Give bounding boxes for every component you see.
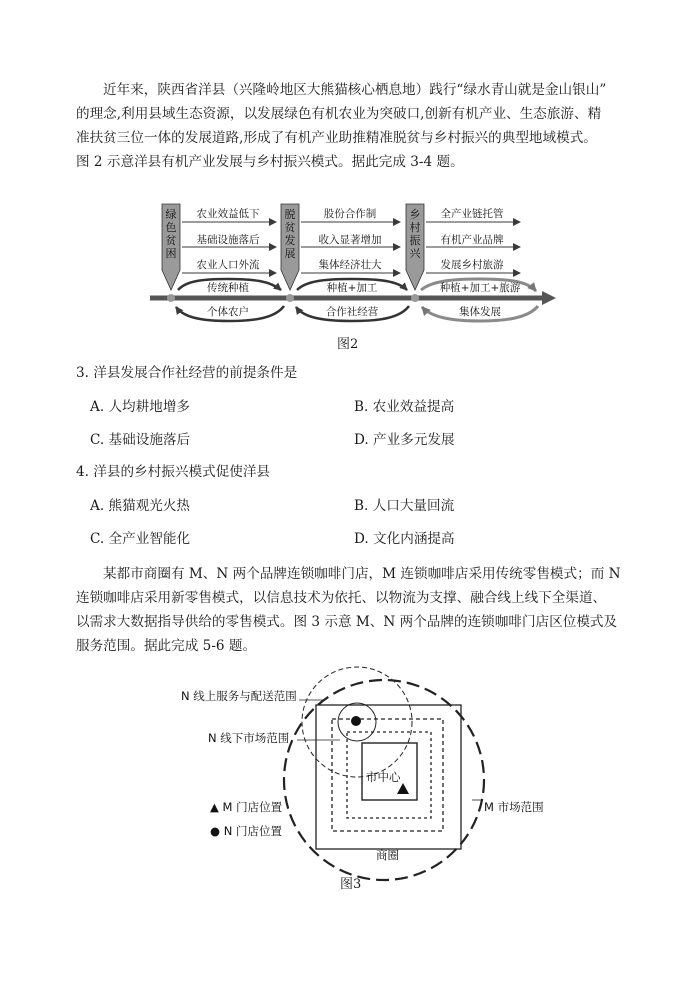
legend-n-store: ● N 门店位置 <box>210 824 282 838</box>
stage-label-2: 脱贫发展 <box>284 208 296 260</box>
question-4-option-d[interactable]: D. 文化内涵提高 <box>354 531 455 547</box>
stage-3-item-1: 全产业链托管 <box>440 208 504 220</box>
upper-loop-label-1: 传统种植 <box>207 282 249 294</box>
label-city-center: 市中心 <box>366 770 401 784</box>
passage-1-line-3: 准扶贫三位一体的发展道路,形成了有机产业助推精准脱贫与乡村振兴的典型地域模式。 <box>76 130 597 146</box>
stage-2-item-2: 收入显著增加 <box>318 234 382 246</box>
stage-3-item-2: 有机产业品牌 <box>440 234 504 246</box>
question-3-option-d[interactable]: D. 产业多元发展 <box>354 432 455 448</box>
passage-2-line-2: 连锁咖啡店采用新零售模式，以信息技术为依托、以物流为支撑、融合线上线下全渠道、 <box>76 590 607 606</box>
question-3-stem: 3. 洋县发展合作社经营的前提条件是 <box>76 365 298 381</box>
passage-2-line-4: 服务范围。据此完成 5-6 题。 <box>76 638 257 654</box>
question-4-stem: 4. 洋县的乡村振兴模式促使洋县 <box>76 464 271 480</box>
passage-1-line-4: 图 2 示意洋县有机产业发展与乡村振兴模式。据此完成 3-4 题。 <box>76 154 464 170</box>
passage-1-line-2: 的理念,利用县域生态资源，以发展绿色有机农业为突破口,创新有机产业、生态旅游、精 <box>76 106 602 122</box>
passage-2-line-3: 以需求大数据指导供给的零售模式。图 3 示意 M、N 两个品牌的连锁咖啡门店区位模式及 <box>76 614 618 630</box>
question-4-option-c[interactable]: C. 全产业智能化 <box>90 531 191 547</box>
figure-2-caption: 图2 <box>337 337 359 352</box>
label-m-market-range: M 市场范围 <box>484 800 544 814</box>
lower-loop-label-1: 个体农户 <box>207 306 249 318</box>
stage-1-item-1: 农业效益低下 <box>196 208 260 220</box>
stage-3-item-3: 发展乡村旅游 <box>440 259 504 271</box>
label-shopping-district: 商圈 <box>376 848 399 862</box>
stage-2-item-1: 股份合作制 <box>323 208 377 220</box>
stage-1-item-3: 农业人口外流 <box>196 259 260 271</box>
stage-label-3: 乡村振兴 <box>409 208 421 260</box>
passage-1-line-1: 近年来，陕西省洋县（兴隆岭地区大熊猫核心栖息地）践行“绿水青山就是金山银山” <box>103 82 607 98</box>
stage-2-item-3: 集体经济壮大 <box>318 259 382 271</box>
passage-2-line-1: 某都市商圈有 M、N 两个品牌连锁咖啡门店，M 连锁咖啡店采用传统零售模式；而 N <box>103 566 621 582</box>
upper-loop-label-2: 种植+加工 <box>326 282 378 294</box>
question-3-option-a[interactable]: A. 人均耕地增多 <box>90 399 191 415</box>
lower-loop-label-3: 集体发展 <box>459 306 501 318</box>
question-4-option-b[interactable]: B. 人口大量回流 <box>354 498 455 514</box>
label-n-offline-range: N 线下市场范围 <box>208 731 290 745</box>
label-n-online-range: N 线上服务与配送范围 <box>181 689 297 703</box>
question-3-option-c[interactable]: C. 基础设施落后 <box>90 432 191 448</box>
n-store-dot-icon <box>351 716 361 726</box>
m-store-triangle-icon <box>397 783 409 794</box>
question-4-option-a[interactable]: A. 熊猫观光火热 <box>90 498 191 514</box>
upper-loop-label-3: 种植+加工+旅游 <box>439 282 521 294</box>
stage-label-1: 绿色贫困 <box>165 208 177 260</box>
legend-m-store: ▲ M 门店位置 <box>210 800 283 814</box>
figure-3-caption: 图3 <box>340 877 362 892</box>
lower-loop-label-2: 合作社经营 <box>325 306 379 318</box>
question-3-option-b[interactable]: B. 农业效益提高 <box>354 399 455 415</box>
stage-1-item-2: 基础设施落后 <box>196 234 260 246</box>
